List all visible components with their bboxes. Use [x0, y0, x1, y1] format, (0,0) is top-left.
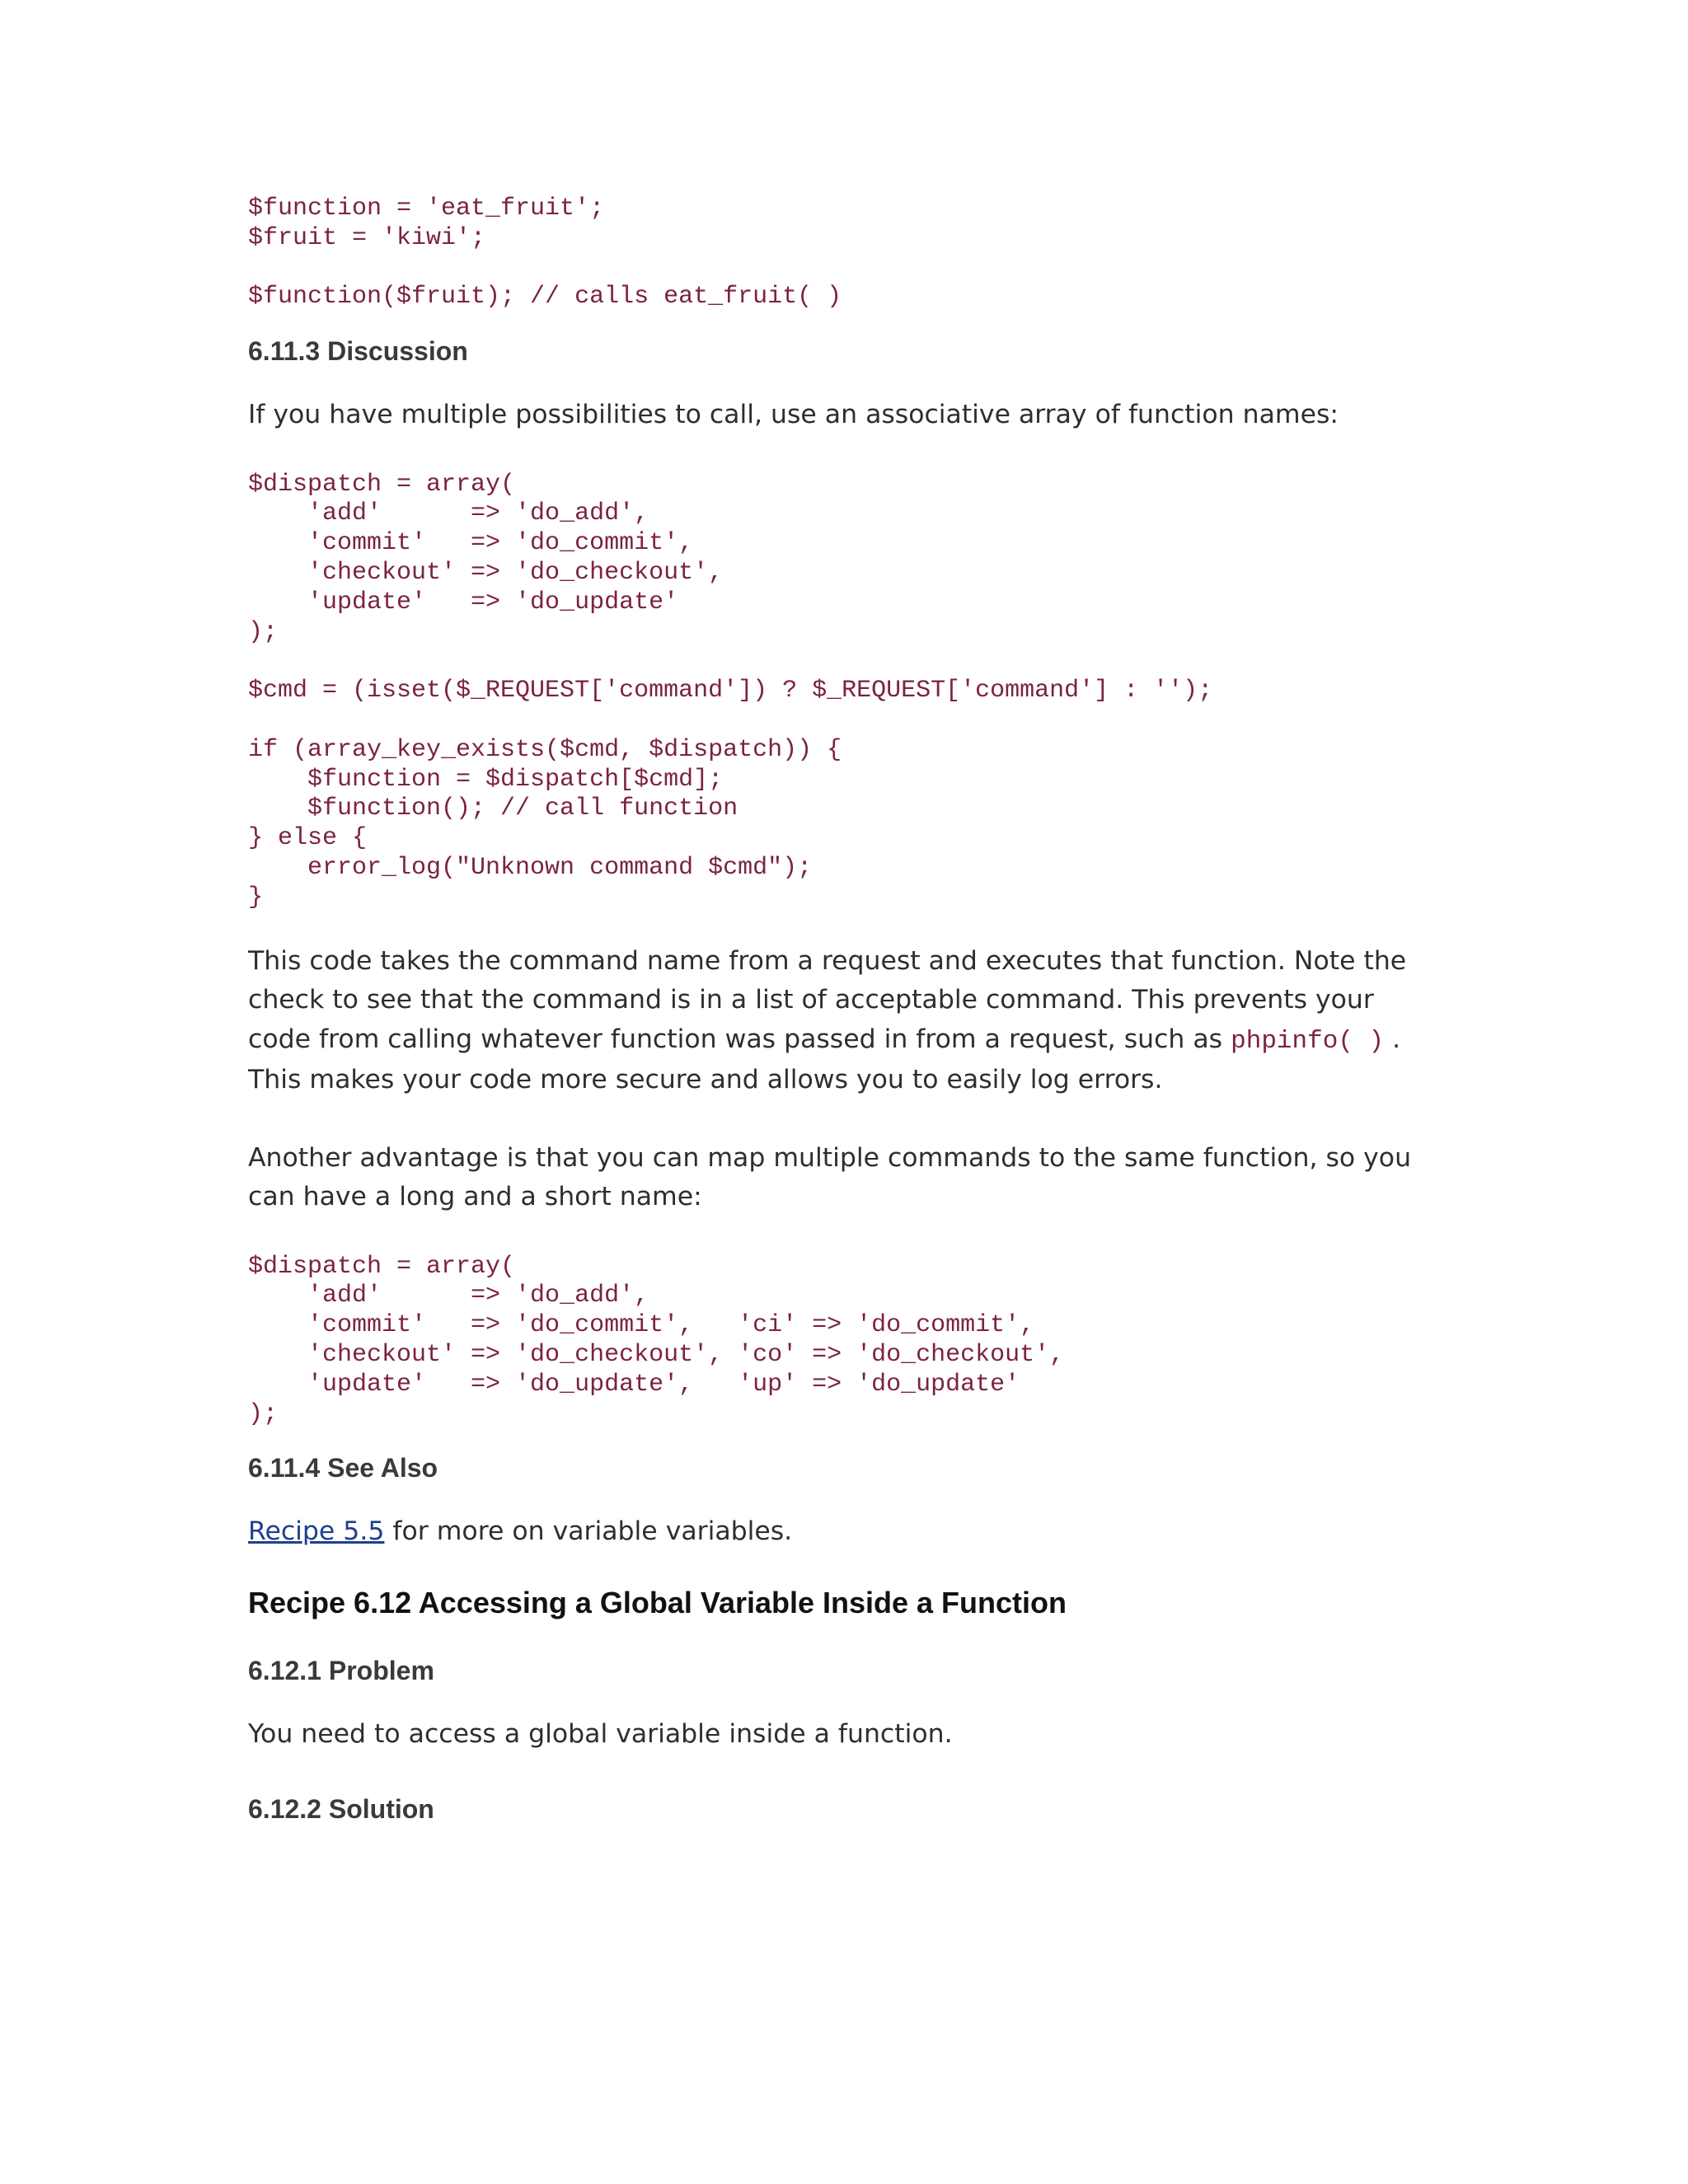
- recipe-5-5-link[interactable]: Recipe 5.5: [248, 1516, 385, 1547]
- heading-problem: 6.12.1 Problem: [248, 1655, 434, 1685]
- paragraph-advantage: Another advantage is that you can map multiple commands to the same function, so you can have a long and a short name:: [248, 1142, 1412, 1212]
- paragraph-explain-after: . This makes your code more secure and allows you to easily log errors.: [248, 1024, 1401, 1095]
- heading-see-also: 6.11.4 See Also: [248, 1453, 438, 1483]
- paragraph-explain-before: This code takes the command name from a request and executes that function. Note the check to see that the command is in a list of acceptable command. This prevents your code from calling whatever function was passed in from a request, such as: [248, 945, 1407, 1054]
- code-block-dispatch: $dispatch = array( 'add' => 'do_add', 'commit' => 'do_commit', 'checkout' => 'do_checkout', 'update' => 'do_update' ); $cmd = (isset($_REQUEST['command']) ? $_REQUEST['command'] : ''); if (array_key_exists($cmd, $dispatch)) { $function = $dispatch[$cmd]; $function(); // call function } else { error_log("Unknown command $cmd"); }: [248, 470, 1213, 912]
- see-also-text: for more on variable variables.: [384, 1516, 793, 1547]
- code-block-eat-fruit: $function = 'eat_fruit'; $fruit = 'kiwi'; $function($fruit); // calls eat_fruit( ): [248, 194, 842, 312]
- paragraph-see-also: [248, 1512, 1435, 1552]
- paragraph-explain: [248, 942, 1435, 1100]
- heading-solution: 6.12.2 Solution: [248, 1794, 434, 1825]
- heading-discussion: 6.11.3 Discussion: [248, 336, 468, 367]
- inline-code-phpinfo: phpinfo( ): [1231, 1026, 1385, 1056]
- paragraph-problem: You need to access a global variable inside a function.: [248, 1718, 953, 1749]
- document-page: [248, 194, 1435, 1825]
- code-block-dispatch-short: $dispatch = array( 'add' => 'do_add', 'commit' => 'do_commit', 'ci' => 'do_commit', 'checkout' => 'do_checkout', 'co' => 'do_checkout', 'update' => 'do_update', 'up' => 'do_update' );: [248, 1252, 1065, 1428]
- paragraph-intro: If you have multiple possibilities to call, use an associative array of function names:: [248, 400, 1339, 430]
- recipe-title: Recipe 6.12 Accessing a Global Variable Inside a Function: [248, 1585, 1067, 1619]
